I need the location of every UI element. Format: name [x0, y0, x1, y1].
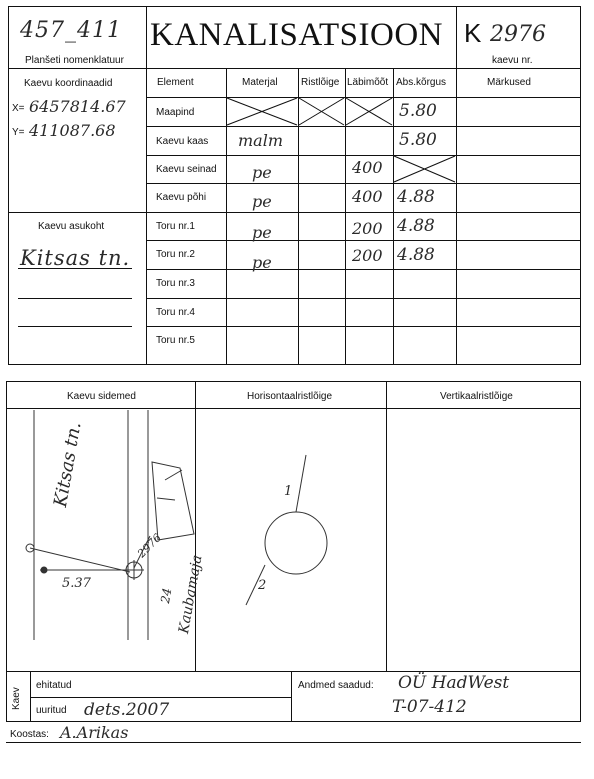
well-number: 2976: [490, 22, 546, 47]
y-coordinate: 411087.68: [29, 121, 116, 140]
compiled-value: A.Arikas: [60, 723, 129, 742]
pipe-2-label: 2: [258, 578, 267, 593]
cell-diameter: 400: [352, 158, 383, 177]
well-side-label: Kaev: [11, 687, 22, 710]
row-label: Kaevu seinad: [156, 164, 217, 175]
map-sheet-label: Planšeti nomenklatuur: [25, 55, 124, 66]
well-prefix: K: [464, 18, 482, 48]
y-label: Y=: [12, 127, 25, 138]
cell-material: pe: [252, 223, 272, 242]
col-header-notes: Märkused: [487, 77, 531, 88]
location-value: Kitsas tn.: [20, 246, 131, 270]
built-label: ehitatud: [36, 680, 72, 691]
cell-elevation: 5.80: [399, 101, 437, 121]
cell-elevation: 4.88: [397, 216, 435, 236]
pipe-1-label: 1: [284, 484, 293, 499]
cell-diameter: 200: [352, 246, 383, 265]
side-number: 24: [158, 586, 175, 605]
col-header-element: Element: [157, 77, 194, 88]
cell-material: pe: [252, 163, 272, 182]
cell-elevation: 4.88: [397, 245, 435, 265]
col-header-material: Materjal: [242, 77, 278, 88]
cell-elevation: 5.80: [399, 130, 437, 150]
vertical-section-label: Vertikaalristlõige: [440, 391, 513, 402]
cell-material: malm: [238, 131, 283, 150]
col-header-elevation: Abs.kõrgus: [396, 77, 447, 88]
x-label: X=: [12, 103, 25, 114]
row-label: Toru nr.4: [156, 307, 195, 318]
map-number: 457_411: [20, 18, 122, 43]
col-header-diameter: Läbimõõt: [347, 77, 389, 88]
row-label: Kaevu põhi: [156, 192, 207, 203]
surveyed-value: dets.2007: [84, 700, 170, 720]
cell-material: pe: [252, 192, 272, 211]
well-number-label: kaevu nr.: [492, 55, 533, 66]
cell-diameter: 400: [352, 187, 383, 206]
footer-value-divider: [291, 671, 292, 722]
footer-mid-line: [30, 697, 291, 698]
row-label: Toru nr.1: [156, 221, 195, 232]
cell-elevation: 4.88: [397, 187, 435, 207]
data-from-company: OÜ HadWest: [398, 673, 510, 693]
compiled-line: [6, 742, 581, 743]
x-coordinate: 6457814.67: [29, 97, 126, 116]
coords-label: Kaevu koordinaadid: [24, 78, 113, 89]
col-header-cross: Ristlõige: [301, 77, 340, 88]
row-label: Kaevu kaas: [156, 136, 209, 147]
horizontal-section-label: Horisontaalristlõige: [247, 391, 333, 402]
data-from-label: Andmed saadud:: [298, 680, 374, 691]
well-tag: 2976: [135, 531, 164, 561]
cell-material: pe: [252, 253, 272, 272]
surveyed-label: uuritud: [36, 705, 67, 716]
street-label: Kitsas tn.: [50, 420, 86, 509]
row-label: Toru nr.3: [156, 278, 195, 289]
connections-label: Kaevu sidemed: [67, 391, 136, 402]
row-label: Toru nr.2: [156, 249, 195, 260]
form-title: KANALISATSIOON: [150, 17, 443, 53]
row-label: Toru nr.5: [156, 335, 195, 346]
cell-diameter: 200: [352, 219, 383, 238]
row-label: Maapind: [156, 107, 195, 118]
distance-label: 5.37: [62, 576, 91, 591]
data-from-code: T-07-412: [392, 697, 467, 717]
location-label: Kaevu asukoht: [38, 221, 105, 232]
compiled-label: Koostas:: [10, 729, 49, 740]
side-street-label: Kaubamaja: [176, 553, 206, 635]
